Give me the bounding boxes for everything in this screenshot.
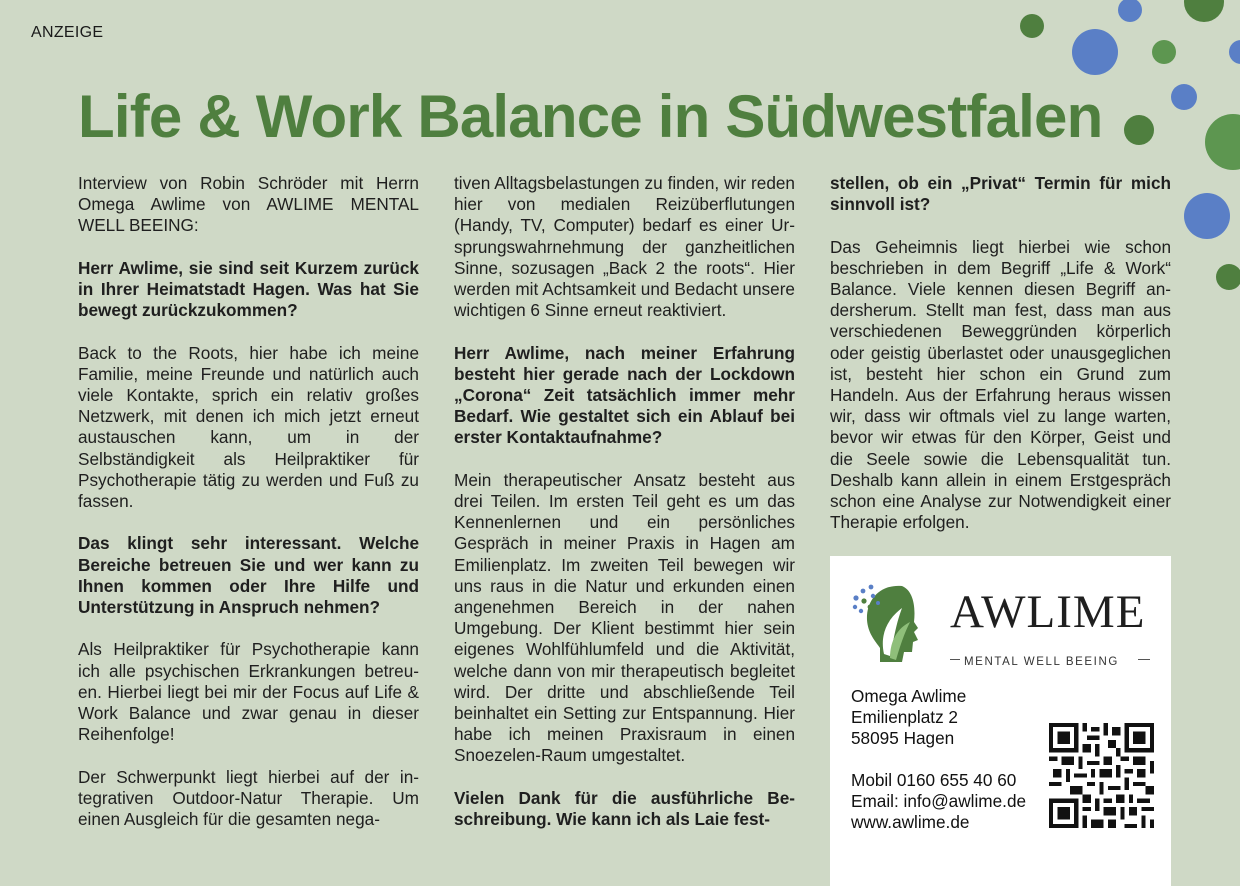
awlime-logo [850,578,1150,668]
question-paragraph: Vielen Dank für die ausführliche Beschreibung. Wie kann ich als Laie fest- [454,787,795,830]
article-column-1 [78,173,419,830]
answer-paragraph: Als Heilpraktiker für Psychotherapie kann ich alle psychischen Erkrankungen betreuen. Hierbei liegt bei mir der Focus auf Life & Work Balance und zwar genau in dieser Reihenfolge! [78,639,419,745]
head-silhouette-logo-icon [850,578,930,668]
answer-paragraph: tiven Alltagsbelastungen zu finden, wir reden hier von medialen Reizüberflutungen (Handy, TV, Computer) bedarf es einer Ursprungswahrnehmung der ganzheitlichen Sinne, sozusagen „Back 2 the roots“. Hier werden mit Achtsamkeit und Bedacht unsere wichtigen 6 Sinne erneut reaktiviert. [454,173,795,321]
question-paragraph: Herr Awlime, nach meiner Erfahrung besteht hier gerade nach der Lockdown „Corona“ Zeit tatsächlich immer mehr Bedarf. Wie gestaltet sich ein Ablauf bei erster Kontaktaufnahme? [454,342,795,448]
contact-website: www.awlime.de [851,812,970,832]
contact-email: Email: info@awlime.de [851,791,1027,811]
ad-label: ANZEIGE [31,24,104,41]
answer-paragraph: Das Geheimnis liegt hierbei wie schon beschrieben in dem Begriff „Life & Work“ Balance. Viele kennen diesen Begriff andersherum. Stellt man fest, dass man aus verschiedenen Beweggründen körperlich oder geistig überlastet oder unausgeglichen ist, besteht hier schon ein Grund zum Handeln. Aus der Erfahrung heraus wissen wir, dass wir oftmals viel zu lange warten, bevor wir etwas für den Körper, Geist und die Seele sowie die Lebensqualität tun. Deshalb kann allein in einem Erstgespräch schon eine Analyse zur Notwendigkeit einer Therapie erfolgen. [830,236,1171,533]
answer-paragraph: Back to the Roots, hier habe ich meine Familie, meine Freunde und natürlich auch viele Kontakte, sprich ein relativ großes Netzwerk, mit denen ich mich jetzt erneut austauschen kann, um in der Selbständigkeit als Heilpraktiker für Psychotherapie tätig zu werden und Fuß zu fassen. [78,342,419,512]
contact-phone: Mobil 0160 655 40 60 [851,770,1017,790]
contact-city: 58095 Hagen [851,728,955,748]
contact-card [830,556,1171,886]
qr-code-icon [1049,723,1154,828]
article-column-3 [830,173,1171,533]
article-column-2 [454,173,795,830]
page-title: Life & Work Balance in Südwestfalen [78,83,1103,150]
question-paragraph: Das klingt sehr interessant. Welche Bereiche betreuen Sie und wer kann zu Ihnen kommen oder Ihre Hilfe und Unterstützung in Anspruch nehmen? [78,533,419,618]
logo-tagline: MENTAL WELL BEEING [964,656,1119,668]
contact-street: Emilienplatz 2 [851,707,958,727]
contact-address [851,686,1026,833]
question-paragraph: stellen, ob ein „Privat“ Termin für mich sinnvoll ist? [830,173,1171,215]
question-paragraph: Herr Awlime, sie sind seit Kurzem zurück in Ihrer Heimatstadt Hagen. Was hat Sie bewegt zurückzukommen? [78,257,419,321]
answer-paragraph: Mein therapeutischer Ansatz besteht aus drei Teilen. Im ersten Teil geht es um das Kennenlernen und ein persönliches Gespräch in meiner Praxis in Hagen am Emilienplatz. Im zweiten Teil bewegen wir uns raus in die Natur und erkunden einen angenehmen Bereich in der nahen Umgebung. Der Klient bestimmt hier sein eigenes Wohlfühlumfeld und die Aktivität, welche dann von mir therapeutisch begleitet wird. Der dritte und abschließende Teil beinhaltet ein Setting zur Entspannung. Hier habe ich meinen Praxisraum in einen Snoezelen-Raum umgestaltet. [454,469,795,766]
answer-paragraph: Der Schwerpunkt liegt hierbei auf der integrativen Outdoor-Natur Therapie. Um einen Ausgleich für die gesamten nega- [78,766,419,830]
intro-paragraph: Interview von Robin Schröder mit Herrn Omega Awlime von AWLIME MENTAL WELL BEEING: [78,173,419,236]
contact-name: Omega Awlime [851,686,967,706]
logo-wordmark: AWLIME [950,586,1146,638]
